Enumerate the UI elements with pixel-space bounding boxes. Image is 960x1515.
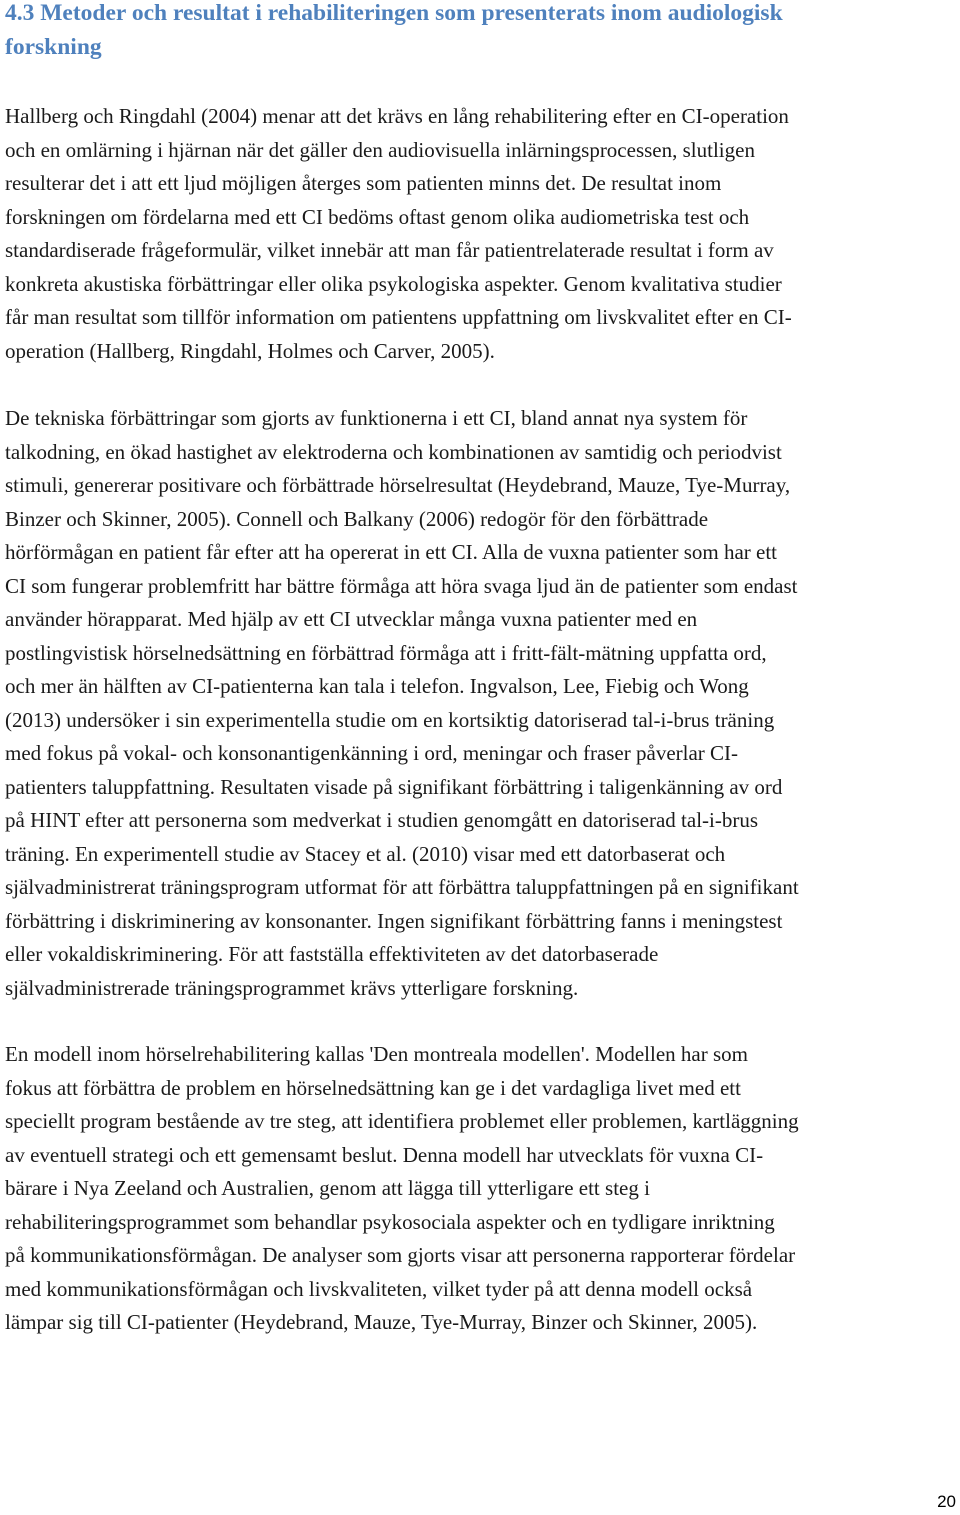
text-line: rehabiliteringsprogrammet som behandlar psykosociala aspekter och en tydligare inriktning: [5, 1209, 775, 1234]
text-line: och en omlärning i hjärnan när det gäller den audiovisuella inlärningsprocessen, slutligen: [5, 137, 755, 162]
text-line: patienters taluppfattning. Resultaten visade på signifikant förbättring i taligenkänning av ord: [5, 774, 783, 799]
text-line: lämpar sig till CI-patienter (Heydebrand, Mauze, Tye-Murray, Binzer och Skinner, 2005).: [5, 1310, 758, 1334]
text-line: på kommunikationsförmågan. De analyser som gjorts visar att personerna rapporterar fördelar: [5, 1243, 796, 1267]
paragraph-tekniska-forbattringar: [5, 402, 960, 1005]
text-line: får man resultat som tillför information om patientens uppfattning om livskvalitet efter en CI-: [5, 305, 792, 329]
text-line: förbättring i diskriminering av konsonanter. Ingen signifikant förbättring fanns i meningstest: [5, 908, 783, 933]
text-line: med kommunikationsförmågan och livskvaliteten, vilket tyder på att denna modell också: [5, 1276, 753, 1301]
text-line: av eventuell strategi och ett gemensamt beslut. Denna modell har utvecklats för vuxna CI-: [5, 1142, 764, 1167]
text-line: (2013) undersöker i sin experimentella studie om en kortsiktig datoriserad tal-i-brus träning: [5, 707, 775, 732]
heading-line: 4.3 Metoder och resultat i rehabiliteringen som presenterats inom audiologisk: [5, 0, 783, 26]
text-line: CI som fungerar problemfritt har bättre förmåga att höra svaga ljud än de patienter som endast: [5, 573, 798, 598]
text-line: forskningen om fördelarna med ett CI bedöms oftast genom olika audiometriska test och: [5, 204, 750, 229]
text-line: träning. En experimentell studie av Stacey et al. (2010) visar med ett datorbaserat och: [5, 841, 726, 866]
text-line: talkodning, en ökad hastighet av elektroderna och kombinationen av samtidig och periodvist: [5, 439, 782, 464]
text-line: En modell inom hörselrehabilitering kallas 'Den montreala modellen'. Modellen har som: [5, 1042, 748, 1066]
text-line: speciellt program bestående av tre steg, att identifiera problemet eller problemen, kartläggning: [5, 1109, 799, 1133]
text-line: konkreta akustiska förbättringar eller olika psykologiska aspekter. Genom kvalitativa studier: [5, 271, 782, 296]
text-line: och mer än hälften av CI-patienterna kan tala i telefon. Ingvalson, Lee, Fiebig och Wong: [5, 674, 749, 698]
text-line: använder hörapparat. Med hjälp av ett CI utvecklar många vuxna patienter med en: [5, 607, 698, 631]
paragraph-montreala-modellen: [5, 1038, 960, 1340]
text-line: fokus att förbättra de problem en hörselnedsättning kan ge i det vardagliga livet med ett: [5, 1075, 741, 1100]
text-line: Hallberg och Ringdahl (2004) menar att det krävs en lång rehabilitering efter en CI-operation: [5, 104, 789, 128]
text-line: bärare i Nya Zeeland och Australien, genom att lägga till ytterligare ett steg i: [5, 1176, 650, 1200]
text-line: stimuli, genererar positivare och förbättrade hörselresultat (Heydebrand, Mauze, Tye-Murray,: [5, 473, 791, 497]
text-line: De tekniska förbättringar som gjorts av funktionerna i ett CI, bland annat nya system för: [5, 406, 748, 430]
text-line: eller vokaldiskriminering. För att fastställa effektiviteten av det datorbaserade: [5, 942, 659, 966]
page-number: 20: [937, 1492, 956, 1511]
text-line: standardiserade frågeformulär, vilket innebär att man får patientrelaterade resultat i form av: [5, 238, 774, 262]
heading-line: forskning: [5, 34, 102, 60]
text-line: resulterar det i att ett ljud möjligen återges som patienten minns det. De resultat inom: [5, 171, 722, 195]
section-heading: [5, 0, 945, 64]
text-line: självadministrerat träningsprogram utformat för att förbättra taluppfattningen på en signifikant: [5, 875, 799, 899]
text-line: Binzer och Skinner, 2005). Connell och Balkany (2006) redogör för den förbättrade: [5, 506, 709, 531]
text-line: postlingvistisk hörselnedsättning en förbättrad förmåga att i fritt-fält-mätning uppfatta ord,: [5, 640, 767, 665]
text-line: självadministrerade träningsprogrammet krävs ytterligare forskning.: [5, 975, 579, 1000]
text-line: operation (Hallberg, Ringdahl, Holmes och Carver, 2005).: [5, 338, 495, 363]
text-line: hörförmågan en patient får efter att ha opererat in ett CI. Alla de vuxna patienter som har ett: [5, 540, 778, 564]
paragraph-hallberg-ringdahl: [5, 100, 960, 368]
text-line: på HINT efter att personerna som medverkat i studien genomgått en datoriserad tal-i-brus: [5, 808, 759, 832]
text-line: med fokus på vokal- och konsonantigenkänning i ord, meningar och fraser påverlar CI-: [5, 741, 739, 765]
